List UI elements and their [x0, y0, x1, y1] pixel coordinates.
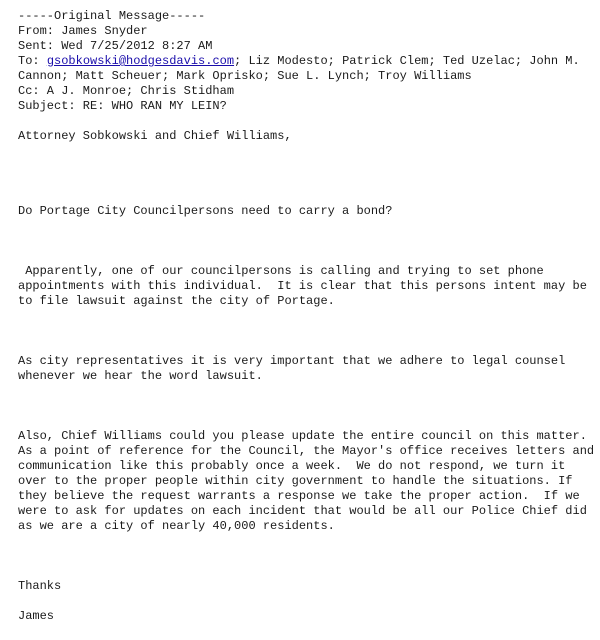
paragraph-1-line: to file lawsuit against the city of Portage.: [18, 294, 335, 308]
paragraph-3-line: as we are a city of nearly 40,000 residents.: [18, 519, 335, 533]
paragraph-3-line: were to ask for updates on each incident that would be all our Police Chief did: [18, 504, 587, 518]
paragraph-3-line: Also, Chief Williams could you please update the entire council on this matter.: [18, 429, 587, 443]
blank-line: [18, 144, 588, 159]
paragraph-2-line: As city representatives it is very important that we adhere to legal counsel: [18, 354, 566, 368]
blank-line: [18, 189, 588, 204]
blank-line: [18, 399, 588, 414]
blank-line: [18, 384, 588, 399]
to-recipients: ; Liz Modesto; Patrick Clem; Ted Uzelac; John M.: [234, 54, 580, 68]
to-label: To:: [18, 54, 47, 68]
blank-line: [18, 549, 588, 564]
blank-line: [18, 159, 588, 174]
paragraph-3-line: As a point of reference for the Council, the Mayor's office receives letters and: [18, 444, 595, 458]
blank-line: [18, 594, 588, 609]
blank-line: [18, 534, 588, 549]
sent-line: Sent: Wed 7/25/2012 8:27 AM: [18, 39, 213, 53]
blank-line: [18, 564, 588, 579]
email-document: [18, 9, 595, 624]
salutation: Attorney Sobkowski and Chief Williams,: [18, 129, 292, 143]
closing: Thanks: [18, 579, 62, 593]
subject-line: Subject: RE: WHO RAN MY LEIN?: [18, 99, 227, 113]
blank-line: [18, 114, 588, 129]
paragraph-1-line: appointments with this individual. It is clear that this persons intent may be: [18, 279, 587, 293]
blank-line: [18, 324, 588, 339]
blank-line: [18, 339, 588, 354]
to-line-continued: Cannon; Matt Scheuer; Mark Oprisko; Sue L. Lynch; Troy Williams: [18, 69, 472, 83]
blank-line: [18, 414, 588, 429]
blank-line: [18, 309, 588, 324]
paragraph-3-line: they believe the request warrants a response we take the proper action. If we: [18, 489, 580, 503]
paragraph-2-line: whenever we hear the word lawsuit.: [18, 369, 263, 383]
blank-line: [18, 219, 588, 234]
paragraph-3-line: communication like this probably once a week. We do not respond, we turn it: [18, 459, 566, 473]
cc-line: Cc: A J. Monroe; Chris Stidham: [18, 84, 235, 98]
paragraph-1-line: Apparently, one of our councilpersons is calling and trying to set phone: [18, 264, 544, 278]
blank-line: [18, 234, 588, 249]
signature: James: [18, 609, 55, 623]
email-link[interactable]: gsobkowski@hodgesdavis.com: [46, 54, 235, 68]
blank-line: [18, 174, 588, 189]
question-paragraph: Do Portage City Councilpersons need to carry a bond?: [18, 204, 393, 218]
to-line: [18, 54, 588, 69]
from-line: From: James Snyder: [18, 24, 148, 38]
blank-line: [18, 249, 588, 264]
paragraph-3-line: over to the proper people within city government to handle the situations. If: [18, 474, 573, 488]
original-message-marker: -----Original Message-----: [18, 9, 206, 23]
